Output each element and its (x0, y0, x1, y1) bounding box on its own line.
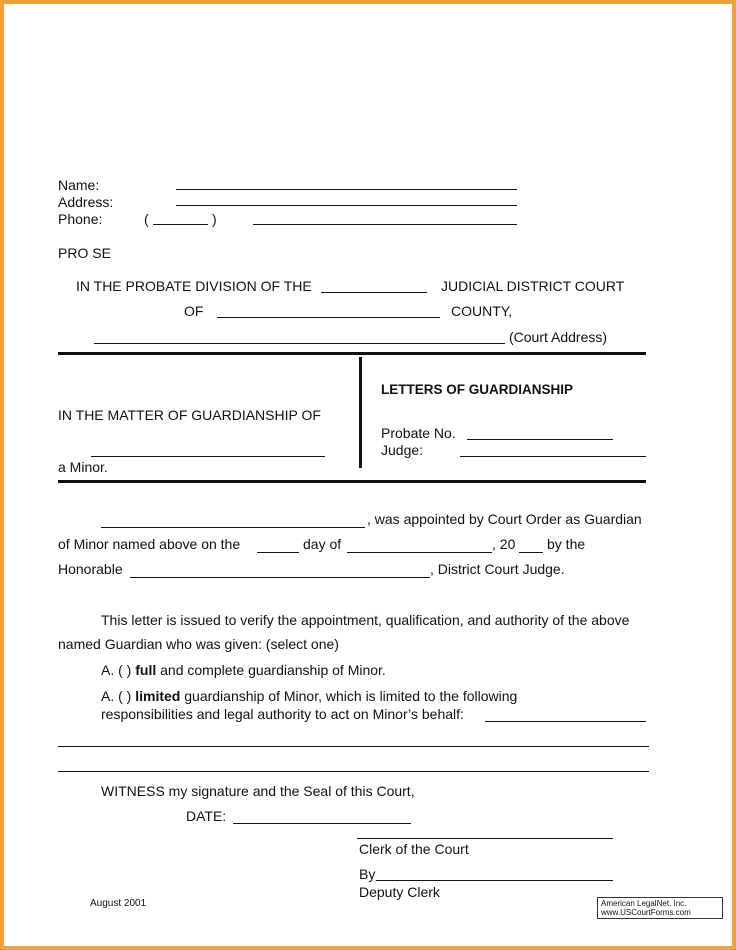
witness-text: WITNESS my signature and the Seal of this Court, (101, 783, 415, 799)
court-address-label: (Court Address) (509, 329, 608, 345)
phone-area-code-line[interactable] (153, 224, 208, 225)
caption-top-rule (58, 352, 646, 355)
year-prefix-text: , 20 (492, 536, 516, 552)
option-limited-checkbox[interactable]: A. ( ) (101, 688, 132, 704)
address-label: Address: (58, 194, 114, 210)
option-limited[interactable] (101, 688, 517, 704)
limited-responsibilities-text: responsibilities and legal authority to act on Minor’s behalf: (101, 706, 464, 722)
caption-bottom-rule (58, 480, 646, 483)
document-title: LETTERS OF GUARDIANSHIP (381, 382, 574, 397)
court-address-line[interactable] (94, 343, 505, 344)
probate-number-label: Probate No. (381, 425, 456, 441)
judge-label: Judge: (381, 442, 424, 458)
phone-paren-close: ) (212, 211, 217, 227)
deputy-signature-line[interactable] (376, 880, 613, 881)
option-limited-bold: limited (135, 688, 181, 704)
matter-label: IN THE MATTER OF GUARDIANSHIP OF (58, 407, 321, 423)
month-line[interactable] (347, 552, 492, 553)
clerk-signature-line[interactable] (357, 838, 613, 839)
name-label: Name: (58, 177, 100, 193)
phone-paren-open: ( (144, 211, 149, 227)
pro-se-label: PRO SE (58, 245, 111, 261)
date-label: DATE: (186, 808, 227, 824)
county-name-line[interactable] (217, 317, 440, 318)
limited-authority-line-2[interactable] (58, 746, 649, 747)
issued-text-line2: named Guardian who was given: (select one) (58, 636, 339, 652)
option-full-bold: full (135, 662, 157, 678)
limited-authority-line-1[interactable] (485, 721, 646, 722)
address-field-line[interactable] (176, 205, 517, 206)
clerk-label: Clerk of the Court (359, 841, 469, 857)
publisher-line2: www.USCourtForms.com (601, 908, 691, 917)
a-minor-label: a Minor. (58, 459, 108, 475)
caption-vertical-rule (359, 357, 362, 468)
minor-name-line[interactable] (91, 456, 325, 457)
phone-label: Phone: (58, 211, 103, 227)
by-the-text: by the (547, 536, 586, 552)
issued-text-line1: This letter is issued to verify the appointment, qualification, and authority of the above (101, 612, 630, 628)
name-field-line[interactable] (176, 189, 517, 190)
county-label: COUNTY, (451, 303, 513, 319)
option-full-text: and complete guardianship of Minor. (160, 662, 386, 678)
appointed-text: , was appointed by Court Order as Guardian (367, 511, 642, 527)
deputy-clerk-label: Deputy Clerk (359, 884, 440, 900)
district-judge-text: , District Court Judge. (430, 561, 565, 577)
judge-name-line[interactable] (460, 456, 646, 457)
court-division-text: IN THE PROBATE DIVISION OF THE (76, 278, 312, 294)
publisher-line1: American LegalNet, Inc. (601, 899, 687, 908)
option-full-checkbox[interactable]: A. ( ) (101, 662, 132, 678)
by-label: By (359, 866, 376, 882)
option-limited-text: guardianship of Minor, which is limited to the following (184, 688, 518, 704)
probate-number-line[interactable] (467, 439, 613, 440)
day-of-text: day of (303, 536, 342, 552)
date-line[interactable] (233, 823, 411, 824)
option-full[interactable] (101, 662, 386, 678)
honorable-judge-line[interactable] (130, 577, 430, 578)
judicial-district-text: JUDICIAL DISTRICT COURT (441, 278, 625, 294)
minor-named-text: of Minor named above on the (58, 536, 241, 552)
limited-authority-line-3[interactable] (58, 771, 649, 772)
day-line[interactable] (257, 552, 299, 553)
of-label: OF (184, 303, 204, 319)
footer-date: August 2001 (90, 898, 147, 909)
publisher-stamp (597, 897, 723, 919)
phone-number-line[interactable] (253, 224, 517, 225)
honorable-label: Honorable (58, 561, 123, 577)
district-number-line[interactable] (321, 292, 427, 293)
year-line[interactable] (519, 552, 543, 553)
guardian-name-line[interactable] (101, 527, 365, 528)
